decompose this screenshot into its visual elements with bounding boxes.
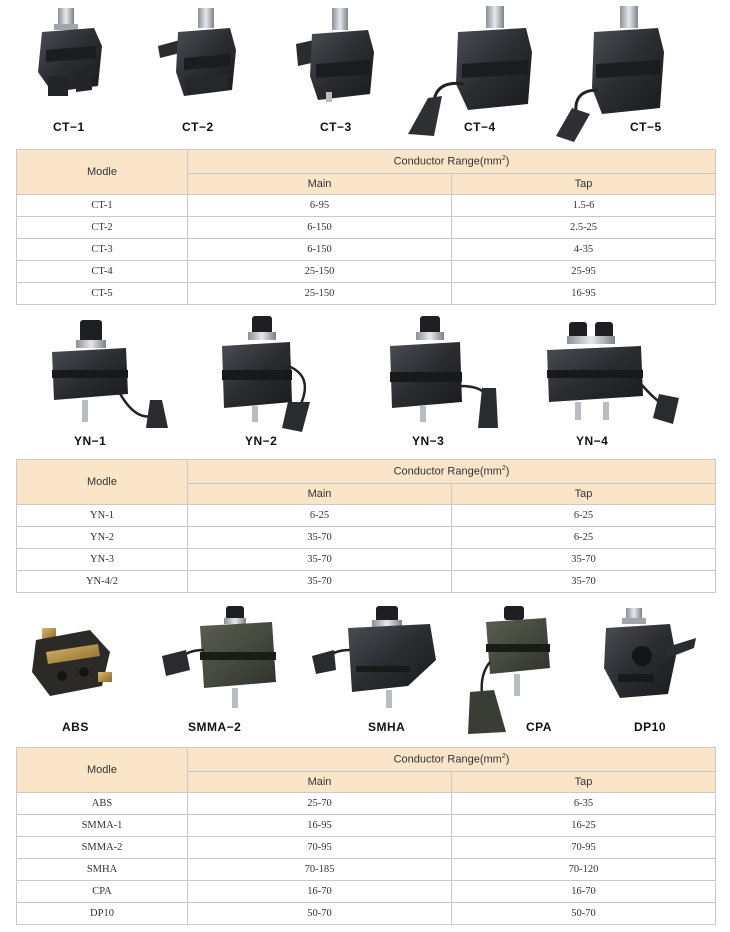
main-cell: 70-95 [188, 837, 452, 859]
main-cell: 35-70 [188, 549, 452, 571]
product-label-yn-3: YN−3 [412, 434, 445, 448]
model-cell: CT-3 [17, 239, 188, 261]
model-cell: CT-4 [17, 261, 188, 283]
yn-4-connector-image [545, 320, 685, 432]
model-cell: YN-2 [17, 527, 188, 549]
yn-product-row [0, 316, 730, 456]
product-label-ct-5: CT−5 [630, 120, 662, 134]
model-cell: SMHA [17, 859, 188, 881]
main-cell: 6-25 [188, 505, 452, 527]
product-label-yn-4: YN−4 [576, 434, 609, 448]
dp10-connector-image [598, 604, 698, 714]
model-cell: CPA [17, 881, 188, 903]
conductor-range-close: ) [505, 753, 510, 766]
yn-1-connector-image [48, 320, 178, 432]
model-column-header: Modle [17, 460, 188, 505]
table-row [17, 837, 716, 859]
product-label-smma-2: SMMA−2 [188, 720, 242, 734]
model-cell: SMMA-1 [17, 815, 188, 837]
table-row [17, 881, 716, 903]
main-cell: 50-70 [188, 903, 452, 925]
tap-cell: 4-35 [452, 239, 716, 261]
ct-2-connector-image [150, 6, 245, 106]
mm2-superscript: 2 [501, 155, 506, 163]
yn-2-connector-image [218, 316, 328, 436]
product-label-ct-1: CT−1 [53, 120, 85, 134]
conductor-range-header [188, 150, 716, 174]
mm2-superscript: 2 [501, 465, 506, 473]
product-label-yn-1: YN−1 [74, 434, 107, 448]
model-cell: SMMA-2 [17, 837, 188, 859]
tap-cell: 25-95 [452, 261, 716, 283]
mm2-superscript: 2 [501, 753, 506, 761]
table-row [17, 195, 716, 217]
conductor-range-header [188, 748, 716, 772]
smma-2-connector-image [160, 606, 285, 712]
misc-spec-table [16, 747, 716, 925]
misc-product-row [0, 604, 730, 740]
main-cell: 25-150 [188, 261, 452, 283]
product-label-ct-4: CT−4 [464, 120, 496, 134]
tap-cell: 1.5-6 [452, 195, 716, 217]
main-column-header: Main [188, 484, 452, 505]
tap-cell: 16-95 [452, 283, 716, 305]
tap-column-header: Tap [452, 772, 716, 793]
table-row [17, 239, 716, 261]
main-cell: 70-185 [188, 859, 452, 881]
main-cell: 16-70 [188, 881, 452, 903]
tap-cell: 70-120 [452, 859, 716, 881]
table-row [17, 283, 716, 305]
model-cell: YN-1 [17, 505, 188, 527]
model-cell: CT-5 [17, 283, 188, 305]
ct-spec-table [16, 149, 716, 305]
cpa-connector-image [460, 604, 570, 736]
smha-connector-image [312, 606, 442, 712]
main-cell: 25-70 [188, 793, 452, 815]
conductor-range-header [188, 460, 716, 484]
main-cell: 35-70 [188, 527, 452, 549]
table-row [17, 505, 716, 527]
product-label-yn-2: YN−2 [245, 434, 278, 448]
conductor-range-close: ) [505, 155, 510, 168]
table-row [17, 549, 716, 571]
main-cell: 35-70 [188, 571, 452, 593]
tap-column-header: Tap [452, 174, 716, 195]
conductor-range-close: ) [505, 465, 510, 478]
product-label-abs: ABS [62, 720, 89, 734]
main-cell: 6-150 [188, 217, 452, 239]
tap-cell: 35-70 [452, 571, 716, 593]
table-row [17, 859, 716, 881]
yn-spec-table [16, 459, 716, 593]
table-row [17, 815, 716, 837]
main-cell: 25-150 [188, 283, 452, 305]
model-column-header: Modle [17, 150, 188, 195]
abs-connector-image [28, 622, 118, 702]
product-label-cpa: CPA [526, 720, 552, 734]
tap-cell: 6-35 [452, 793, 716, 815]
tap-cell: 50-70 [452, 903, 716, 925]
conductor-range-label: Conductor Range(mm [393, 753, 502, 766]
model-cell: DP10 [17, 903, 188, 925]
main-column-header: Main [188, 174, 452, 195]
product-label-smha: SMHA [368, 720, 406, 734]
model-column-header: Modle [17, 748, 188, 793]
table-row [17, 217, 716, 239]
ct-1-connector-image [28, 6, 118, 106]
conductor-range-label: Conductor Range(mm [393, 465, 502, 478]
model-cell: CT-2 [17, 217, 188, 239]
product-label-dp10: DP10 [634, 720, 667, 734]
tap-cell: 2.5-25 [452, 217, 716, 239]
ct-4-connector-image [398, 4, 548, 139]
table-row [17, 903, 716, 925]
tap-cell: 6-25 [452, 505, 716, 527]
tap-cell: 16-70 [452, 881, 716, 903]
product-label-ct-2: CT−2 [182, 120, 214, 134]
main-cell: 6-95 [188, 195, 452, 217]
table-row [17, 261, 716, 283]
tap-cell: 70-95 [452, 837, 716, 859]
tap-cell: 16-25 [452, 815, 716, 837]
tap-cell: 35-70 [452, 549, 716, 571]
ct-3-connector-image [290, 6, 385, 106]
tap-cell: 6-25 [452, 527, 716, 549]
model-cell: YN-4/2 [17, 571, 188, 593]
table-row [17, 571, 716, 593]
product-label-ct-3: CT−3 [320, 120, 352, 134]
model-cell: YN-3 [17, 549, 188, 571]
table-row [17, 527, 716, 549]
model-cell: CT-1 [17, 195, 188, 217]
tap-column-header: Tap [452, 484, 716, 505]
conductor-range-label: Conductor Range(mm [393, 155, 502, 168]
main-cell: 16-95 [188, 815, 452, 837]
ct-product-row [0, 0, 730, 140]
model-cell: ABS [17, 793, 188, 815]
main-cell: 6-150 [188, 239, 452, 261]
table-row [17, 793, 716, 815]
main-column-header: Main [188, 772, 452, 793]
yn-3-connector-image [386, 316, 506, 436]
